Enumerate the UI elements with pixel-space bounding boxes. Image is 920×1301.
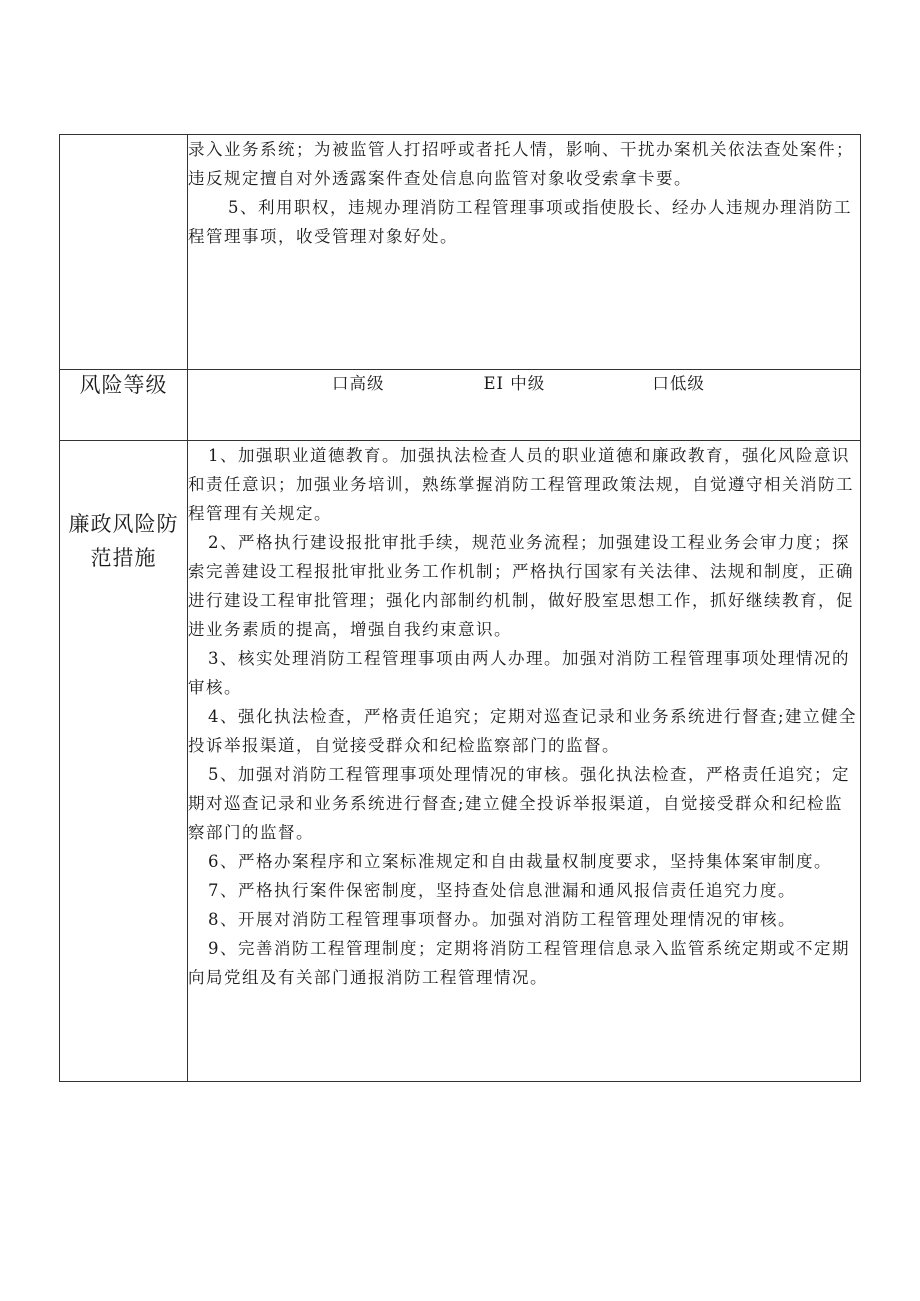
measures-content-cell: [188, 441, 861, 1082]
continuation-text: 录入业务系统；为被监管人打招呼或者托人情，影响、干扰办案机关依法查处案件；违反规定擅自对外透露案件查处信息向监管对象收受索拿卡要。: [188, 140, 854, 188]
risk-level-options: [188, 370, 860, 394]
risk-level-label: 风险等级: [79, 373, 168, 397]
risk-level-options-cell: [188, 370, 861, 441]
measures-row: [60, 441, 861, 1082]
measure-item: 4、强化执法检查，严格责任追究；定期对巡查记录和业务系统进行督查;建立健全投诉举报渠道，自觉接受群众和纪检监察部门的监督。: [188, 707, 858, 755]
measures-label-cell: [60, 441, 188, 1082]
measure-item: 8、开展对消防工程管理事项督办。加强对消防工程管理处理情况的审核。: [208, 910, 796, 929]
measure-item: 1、加强职业道德教育。加强执法检查人员的职业道德和廉政教育，强化风险意识和责任意识；加强业务培训，熟练掌握消防工程管理政策法规，自觉遵守相关消防工程管理有关规定。: [188, 446, 854, 523]
measure-item: 3、核实处理消防工程管理事项由两人办理。加强对消防工程管理事项处理情况的审核。: [188, 649, 850, 697]
risk-item-5: 5、利用职权，违规办理消防工程管理事项或指使股长、经办人违规办理消防工程管理事项，收受管理对象好处。: [188, 198, 852, 246]
level-option-high[interactable]: 口高级: [332, 374, 385, 393]
empty-label-cell: [60, 135, 188, 370]
measure-item: 2、严格执行建设报批审批手续，规范业务流程；加强建设工程业务会审力度；探索完善建设工程报批审批业务工作机制；严格执行国家有关法律、法规和制度，正确进行建设工程审批管理；强化内部制约机制，做好股室思想工作，抓好继续教育，促进业务素质的提高，增强自我约束意识。: [188, 533, 854, 639]
risk-level-label-cell: [60, 370, 188, 441]
measure-item: 9、完善消防工程管理制度；定期将消防工程管理信息录入监管系统定期或不定期向局党组及有关部门通报消防工程管理情况。: [188, 939, 850, 987]
risk-level-row: [60, 370, 861, 441]
measure-item: 6、严格办案程序和立案标准规定和自由裁量权制度要求，坚持集体案审制度。: [208, 852, 832, 871]
measures-label: 廉政风险防范措施: [68, 512, 179, 570]
level-option-low[interactable]: 口低级: [652, 374, 705, 393]
risk-content-row: [60, 135, 861, 370]
risk-content-cell: [188, 135, 861, 370]
measure-item: 5、加强对消防工程管理事项处理情况的审核。强化执法检查，严格责任追究；定期对巡查记录和业务系统进行督查;建立健全投诉举报渠道，自觉接受群众和纪检监察部门的监督。: [188, 765, 850, 842]
measure-item: 7、严格执行案件保密制度，坚持查处信息泄漏和通风报信责任追究力度。: [208, 881, 796, 900]
level-option-medium[interactable]: EI 中级: [483, 374, 546, 393]
risk-table: [59, 134, 861, 1082]
